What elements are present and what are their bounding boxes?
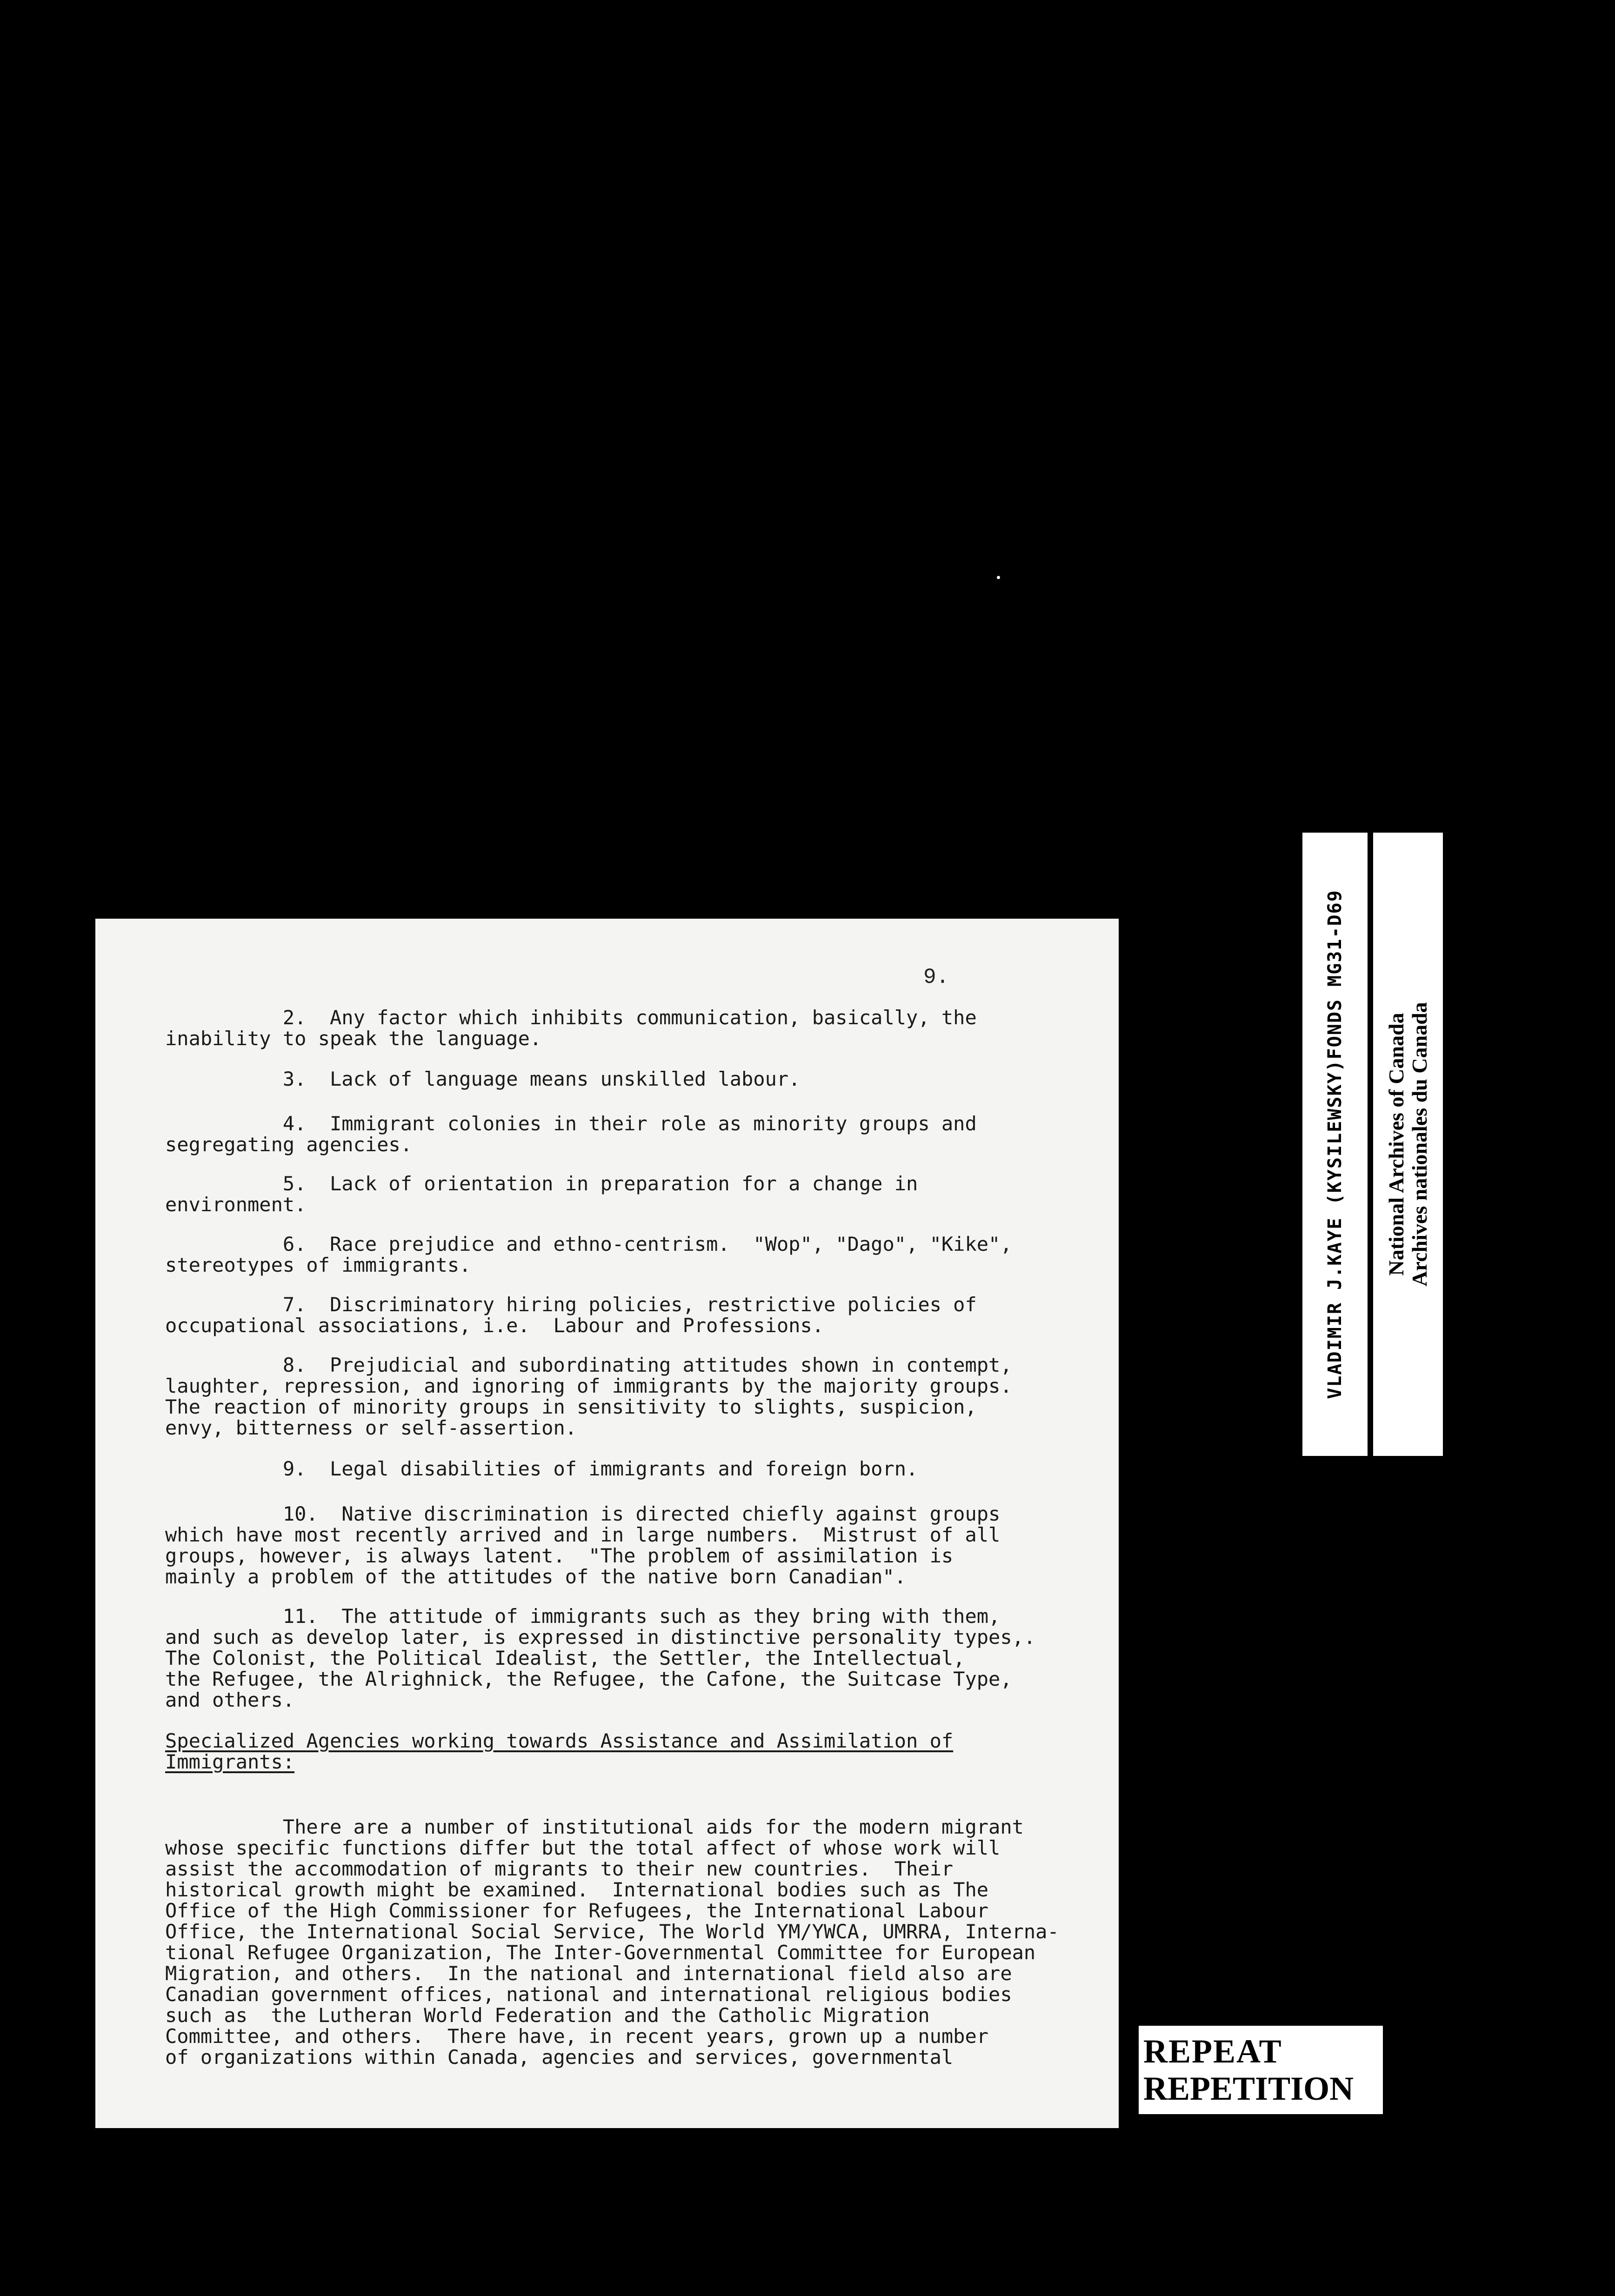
body-paragraph: There are a number of institutional aids for the modern migrant whose specific functions differ but the total affect of whose work will assist the accommodation of migrants to their new countries. Their historical growth might be examined. International bodies such as The Office of the High Commissioner for Refugees, the International Labour Office, the International Social Service, The World YM/YWCA, UMRRA, Interna- tional Refugee Organization, The Inter-Governmental Committee for European Migration, and others. In the national and international field also are Canadian government offices, national and international religious bodies such as the Lutheran World Federation and the Catholic Migration Committee, and others. There have, in recent years, grown up a number of organizations within Canada, agencies and services, governmental xyxy=(165,1815,1059,2069)
archives-label-en: National Archives of Canada xyxy=(1384,1013,1408,1276)
archives-label-text xyxy=(1385,1002,1431,1286)
document-page xyxy=(95,919,1119,2128)
page-number: 9. xyxy=(923,965,949,989)
archives-label-fr: Archives nationales du Canada xyxy=(1408,1002,1431,1287)
film-speck xyxy=(997,576,1000,579)
list-item-10: 10. Native discrimination is directed chiefly against groups which have most recently arrived and in large numbers. Mistrust of all groups, however, is always latent. "The problem of assimilation is mainly a problem of the attitudes of the native born Canadian". xyxy=(165,1502,1001,1588)
list-item-2: 2. Any factor which inhibits communication, basically, the inability to speak the language. xyxy=(165,1006,977,1050)
list-item-6: 6. Race prejudice and ethno-centrism. "Wop", "Dago", "Kike", stereotypes of immigrants. xyxy=(165,1233,1012,1276)
fonds-label xyxy=(1302,833,1368,1456)
list-item-5: 5. Lack of orientation in preparation for a change in environment. xyxy=(165,1172,918,1216)
list-item-4: 4. Immigrant colonies in their role as minority groups and segregating agencies. xyxy=(165,1112,977,1156)
list-item-11: 11. The attitude of immigrants such as they bring with them, and such as develop later, is expressed in distinctive personality types,. The Colonist, the Political Idealist, the Settler, the Intellectual, the Refugee, the Alrighnick, the Refugee, the Cafone, the Suitcase Type, and others. xyxy=(165,1605,1036,1711)
list-item-9: 9. Legal disabilities of immigrants and foreign born. xyxy=(165,1457,918,1480)
repeat-stamp-line1: REPEAT xyxy=(1143,2033,1282,2070)
list-item-3: 3. Lack of language means unskilled labour. xyxy=(165,1068,801,1090)
section-heading: Specialized Agencies working towards Assistance and Assimilation of Immigrants: xyxy=(165,1729,954,1773)
fonds-label-text: VLADIMIR J.KAYE (KYSILEWSKY)FONDS MG31-D69 xyxy=(1324,889,1346,1399)
list-item-7: 7. Discriminatory hiring policies, restrictive policies of occupational associations, i.e. Labour and Professions. xyxy=(165,1293,977,1337)
archives-label xyxy=(1373,833,1443,1456)
repeat-stamp xyxy=(1139,2026,1383,2114)
repeat-stamp-line2: REPETITION xyxy=(1143,2070,1354,2107)
list-item-8: 8. Prejudicial and subordinating attitudes shown in contempt, laughter, repression, and ignoring of immigrants by the majority groups. The reaction of minority groups in sensitivity to slights, suspicion, envy, bitterness or self-assertion. xyxy=(165,1354,1012,1439)
